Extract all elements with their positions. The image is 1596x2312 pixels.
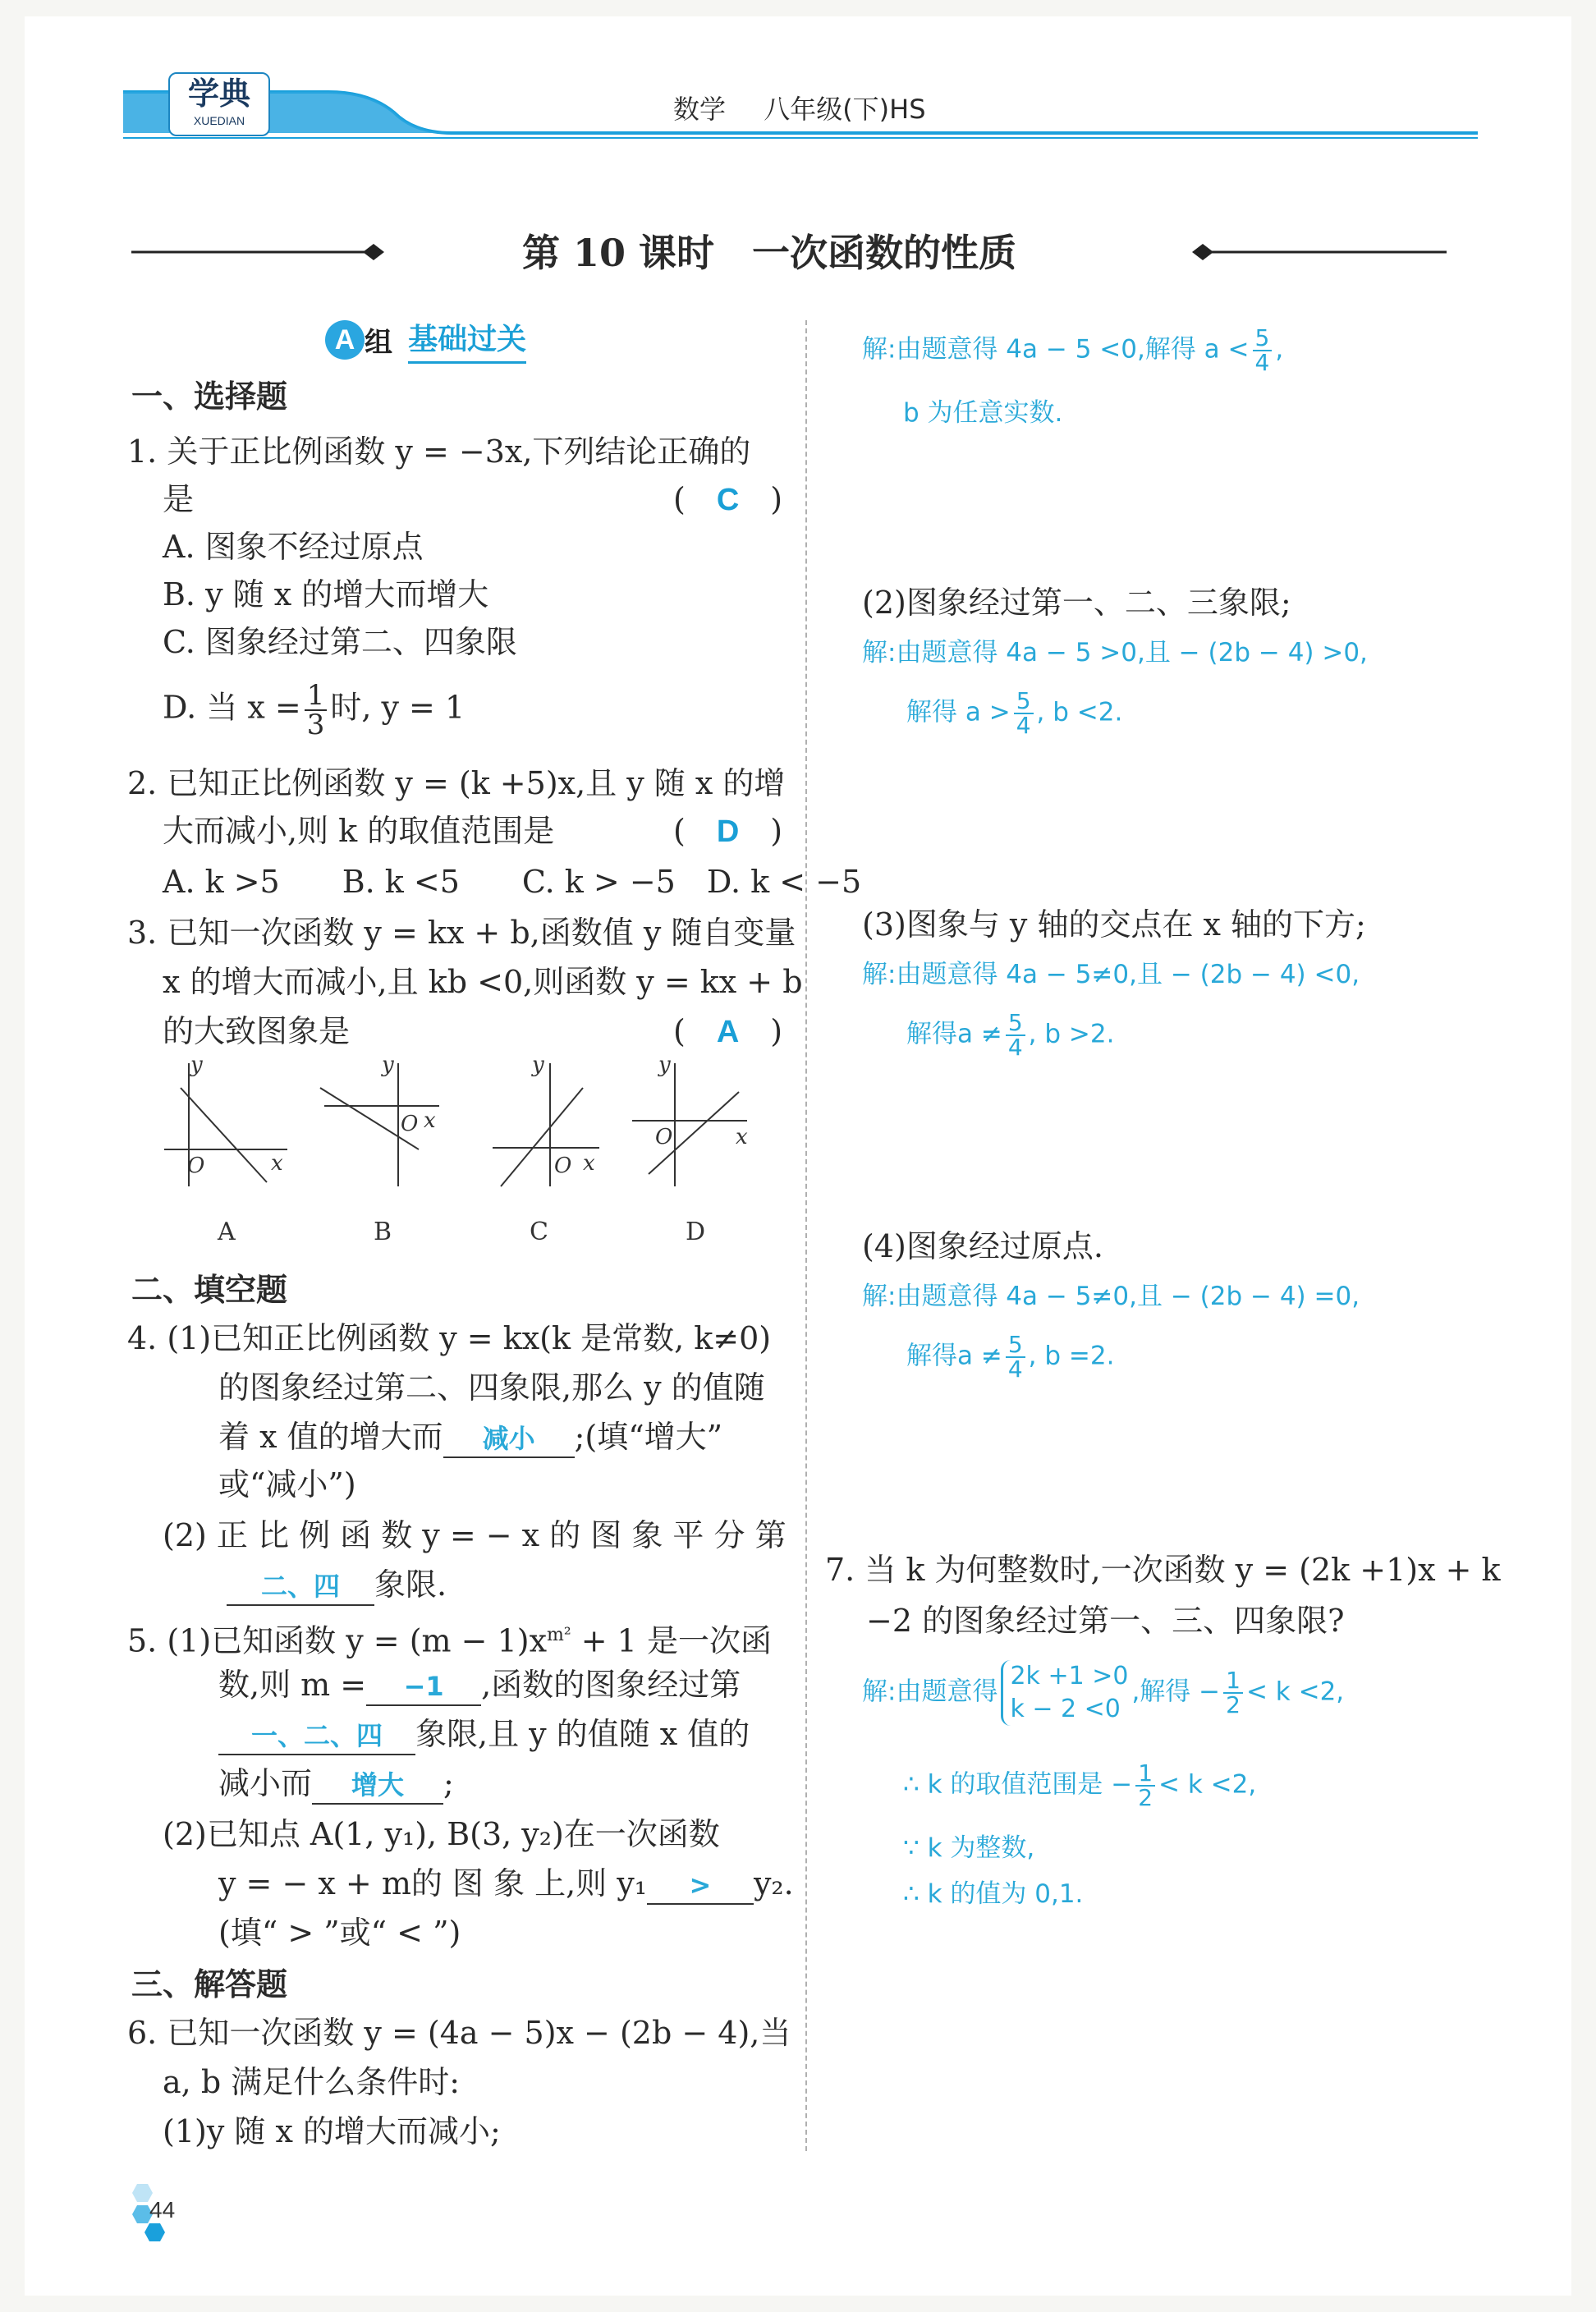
q5-blank-m[interactable]: −1: [366, 1668, 481, 1706]
q1-stem-line1: 1. 关于正比例函数 y = −3x,下列结论正确的: [127, 434, 751, 470]
q6-solution2-line1: 解:由题意得 4a − 5 >0,且 − (2b − 4) >0,: [862, 638, 1368, 667]
q6-sol1-post: ,: [1275, 334, 1284, 365]
logo-text: 学典: [187, 75, 250, 112]
q6-solution1-line2: b 为任意实数.: [903, 398, 1063, 428]
q5-blank-compare[interactable]: >: [647, 1867, 754, 1905]
q4-part1-line2: 的图象经过第二、四象限,那么 y 的值随: [218, 1369, 765, 1406]
q4-part1-line3-pre: 着 x 值的增大而: [218, 1419, 443, 1455]
q6-sol2-den: 4: [1016, 712, 1031, 739]
graph-a-origin: O: [187, 1154, 205, 1178]
q4-part2-line2: [227, 1560, 447, 1609]
q7-stem-line2: −2 的图象经过第一、三、四象限?: [866, 1603, 1345, 1639]
graph-b-y-label: y: [382, 1055, 394, 1077]
q6-sol4-num: 5: [1006, 1333, 1025, 1358]
title-rule-right: [1182, 240, 1453, 264]
q6-solution4-line2: [906, 1333, 1114, 1381]
q6-solution1-line1: [862, 324, 1284, 376]
q4-part1-line3: [218, 1412, 722, 1461]
q6-sol3-pre: 解得a ≠: [906, 1019, 1002, 1049]
q5-part2-line2: [218, 1859, 794, 1908]
q1-answer-bracket: ( C ): [673, 481, 783, 517]
q3-graph-b: [320, 1055, 439, 1186]
graph-c-y-label: y: [532, 1055, 544, 1077]
q6-solution3-line2: [906, 1009, 1115, 1061]
q5-line4-pre: 减小而: [218, 1765, 313, 1801]
q7-system-eq1: 2k +1 >0: [1010, 1662, 1129, 1690]
group-badge: [325, 316, 526, 364]
graph-label-b: B: [374, 1218, 392, 1246]
q4-blank-2[interactable]: 二、四: [227, 1568, 374, 1606]
q5-part2-line3: (填“ > ”或“ < ”): [218, 1915, 461, 1951]
graph-b-origin: O: [401, 1112, 419, 1136]
graph-a-y-label: y: [190, 1055, 203, 1077]
q3-stem-line1: 3. 已知一次函数 y = kx + b,函数值 y 随自变量: [127, 915, 796, 951]
q3-graph-d: [632, 1055, 748, 1186]
q7-solution-line3: ∵ k 为整数,: [903, 1833, 1035, 1863]
q7-solution-line4: ∴ k 的值为 0,1.: [903, 1879, 1084, 1909]
q7-stem-line1: 7. 当 k 为何整数时,一次函数 y = (2k +1)x + k: [825, 1552, 1501, 1588]
graph-label-a: A: [218, 1218, 236, 1246]
q6-solution3-line1: 解:由题意得 4a − 5≠0,且 − (2b − 4) <0,: [862, 960, 1360, 989]
graph-d-y-label: y: [658, 1055, 671, 1077]
q2-options: A. k >5 B. k <5 C. k > −5 D. k < −5: [163, 864, 862, 900]
q6-part3: (3)图象与 y 轴的交点在 x 轴的下方;: [862, 906, 1366, 943]
q2-answer-bracket: ( D ): [673, 813, 783, 849]
graph-a-x-label: x: [271, 1151, 283, 1176]
q6-stem-line2: a, b 满足什么条件时:: [163, 2064, 461, 2100]
graph-label-d: D: [686, 1218, 706, 1246]
q6-sol2-pre: 解得 a >: [906, 697, 1011, 727]
q5-line2-pre: 数,则 m =: [218, 1667, 367, 1703]
q6-part2: (2)图象经过第一、二、三象限;: [862, 585, 1291, 621]
q7-solution-line2: [903, 1759, 1257, 1811]
header-subject: [673, 89, 926, 126]
q6-solution4-line1: 解:由题意得 4a − 5≠0,且 − (2b − 4) =0,: [862, 1282, 1360, 1311]
q6-stem-line1: 6. 已知一次函数 y = (4a − 5)x − (2b − 4),当: [127, 2015, 791, 2051]
graph-d-origin: O: [655, 1125, 673, 1149]
q7-solution-line1: [862, 1660, 1344, 1726]
q5-part1-line2: [218, 1660, 741, 1709]
q7-sol2-post: < k <2,: [1158, 1769, 1257, 1800]
q5-line1-post: + 1 是一次函: [571, 1622, 772, 1659]
q5-part1-line4: [218, 1759, 454, 1808]
graph-c-origin: O: [554, 1154, 572, 1178]
column-divider: [805, 320, 807, 2151]
q5-line2-post: ,函数的图象经过第: [481, 1667, 741, 1703]
q4-part1-line1: 4. (1)已知正比例函数 y = kx(k 是常数, k≠0): [127, 1320, 772, 1356]
q1-stem-line2: 是: [163, 481, 195, 517]
title-rule-left: [123, 240, 394, 264]
q6-part4: (4)图象经过原点.: [862, 1228, 1103, 1264]
q3-graphs: [156, 1055, 805, 1248]
q5-part1-line1: [127, 1611, 772, 1666]
q1-answer: C: [716, 483, 740, 517]
subject-label: 数学: [673, 94, 727, 125]
q4-part1-line4: 或“减小”): [218, 1466, 356, 1502]
q6-sol1-num: 5: [1253, 327, 1273, 351]
q7-sol2-den: 2: [1138, 1784, 1153, 1811]
q4-blank-1[interactable]: 减小: [443, 1420, 575, 1458]
q1-option-d-num: 1: [305, 681, 328, 711]
q1-option-d-pre: D. 当 x =: [163, 689, 301, 726]
group-label: 基础过关: [408, 316, 526, 364]
q5-part2-line1: (2)已知点 A(1, y₁), B(3, y₂)在一次函数: [163, 1816, 720, 1852]
q6-sol3-num: 5: [1006, 1012, 1025, 1036]
q1-option-d-den: 3: [306, 709, 325, 741]
q2-stem-line1: 2. 已知正比例函数 y = (k +5)x,且 y 随 x 的增: [127, 765, 786, 801]
logo: [168, 72, 270, 136]
q3-answer: A: [716, 1015, 740, 1049]
page-title: 第 10 课时 一次函数的性质: [522, 231, 1017, 275]
q7-sol2-pre: ∴ k 的取值范围是 −: [903, 1769, 1133, 1800]
q7-sol2-num: 1: [1135, 1762, 1155, 1787]
q6-sol2-post: , b <2.: [1036, 697, 1123, 727]
q3-stem-line2: x 的增大而减小,且 kb <0,则函数 y = kx + b: [163, 964, 803, 1000]
q6-solution2-line2: [906, 687, 1123, 739]
grade-label: 八年级(下)HS: [764, 94, 926, 125]
q6-sol1-den: 4: [1254, 349, 1270, 376]
q3-graph-a: [164, 1055, 287, 1186]
q5-part2-line2-post: y₂.: [753, 1865, 794, 1901]
q1-option-b: B. y 随 x 的增大而增大: [163, 576, 489, 612]
q7-sol-den: 2: [1226, 1691, 1241, 1718]
section-heading-answer: 三、解答题: [131, 1966, 288, 2002]
q5-blank-quadrants[interactable]: 一、二、四: [218, 1718, 415, 1755]
logo-subtext: XUEDIAN: [193, 114, 245, 127]
q7-system-eq2: k − 2 <0: [1010, 1695, 1121, 1723]
q1-option-c: C. 图象经过第二、四象限: [163, 624, 517, 660]
q3-answer-bracket: ( A ): [673, 1013, 783, 1049]
q7-sol-mid: ,解得 −: [1131, 1677, 1221, 1707]
q7-sol-post: < k <2,: [1245, 1677, 1345, 1707]
q1-option-d-post: 时, y = 1: [330, 689, 466, 726]
q5-line1-pre: 5. (1)已知函数 y = (m − 1)x: [127, 1622, 547, 1659]
graph-c-x-label: x: [583, 1151, 595, 1176]
graph-b-x-label: x: [424, 1108, 436, 1133]
section-heading-choice: 一、选择题: [131, 378, 288, 415]
group-letter: A: [325, 320, 365, 360]
q7-sol-num: 1: [1223, 1669, 1243, 1694]
q6-sol4-post: , b =2.: [1028, 1341, 1115, 1371]
q3-graph-c: [493, 1055, 599, 1186]
q2-answer: D: [716, 814, 740, 849]
q6-sol4-den: 4: [1007, 1356, 1023, 1383]
group-suffix: 组: [365, 326, 392, 360]
section-heading-fill: 二、填空题: [131, 1272, 288, 1308]
q6-sol3-post: , b >2.: [1028, 1019, 1115, 1049]
q6-sol3-den: 4: [1007, 1034, 1023, 1061]
q2-stem-line2: 大而减小,则 k 的取值范围是: [163, 813, 555, 849]
q5-exponent: m²: [547, 1625, 571, 1645]
q6-sol2-num: 5: [1014, 690, 1034, 714]
q5-line4-post: ;: [443, 1765, 454, 1801]
q3-stem-line3: 的大致图象是: [163, 1013, 351, 1049]
q1-option-a: A. 图象不经过原点: [163, 529, 424, 565]
q6-sol1-pre: 解:由题意得 4a − 5 <0,解得 a <: [862, 334, 1250, 365]
q1-option-d: [163, 681, 465, 739]
page-number: 44: [149, 2197, 176, 2223]
graph-label-c: C: [530, 1218, 548, 1246]
q5-blank-trend[interactable]: 增大: [312, 1767, 443, 1805]
graph-d-x-label: x: [736, 1125, 748, 1149]
q5-line3-text: 象限,且 y 的值随 x 值的: [415, 1716, 750, 1752]
q4-part2-line2-text: 象限.: [374, 1567, 447, 1603]
q5-part1-line3: [218, 1709, 750, 1759]
q4-part1-line3-post: ;(填“增大”: [574, 1419, 723, 1455]
q7-sol-pre: 解:由题意得: [862, 1677, 998, 1707]
q6-part1: (1)y 随 x 的增大而减小;: [163, 2113, 501, 2149]
q5-part2-line2-pre: y = − x + m的 图 象 上,则 y₁: [218, 1865, 647, 1901]
q4-part2-line1: (2) 正 比 例 函 数 y = − x 的 图 象 平 分 第: [163, 1517, 787, 1553]
q6-sol4-pre: 解得a ≠: [906, 1341, 1002, 1371]
